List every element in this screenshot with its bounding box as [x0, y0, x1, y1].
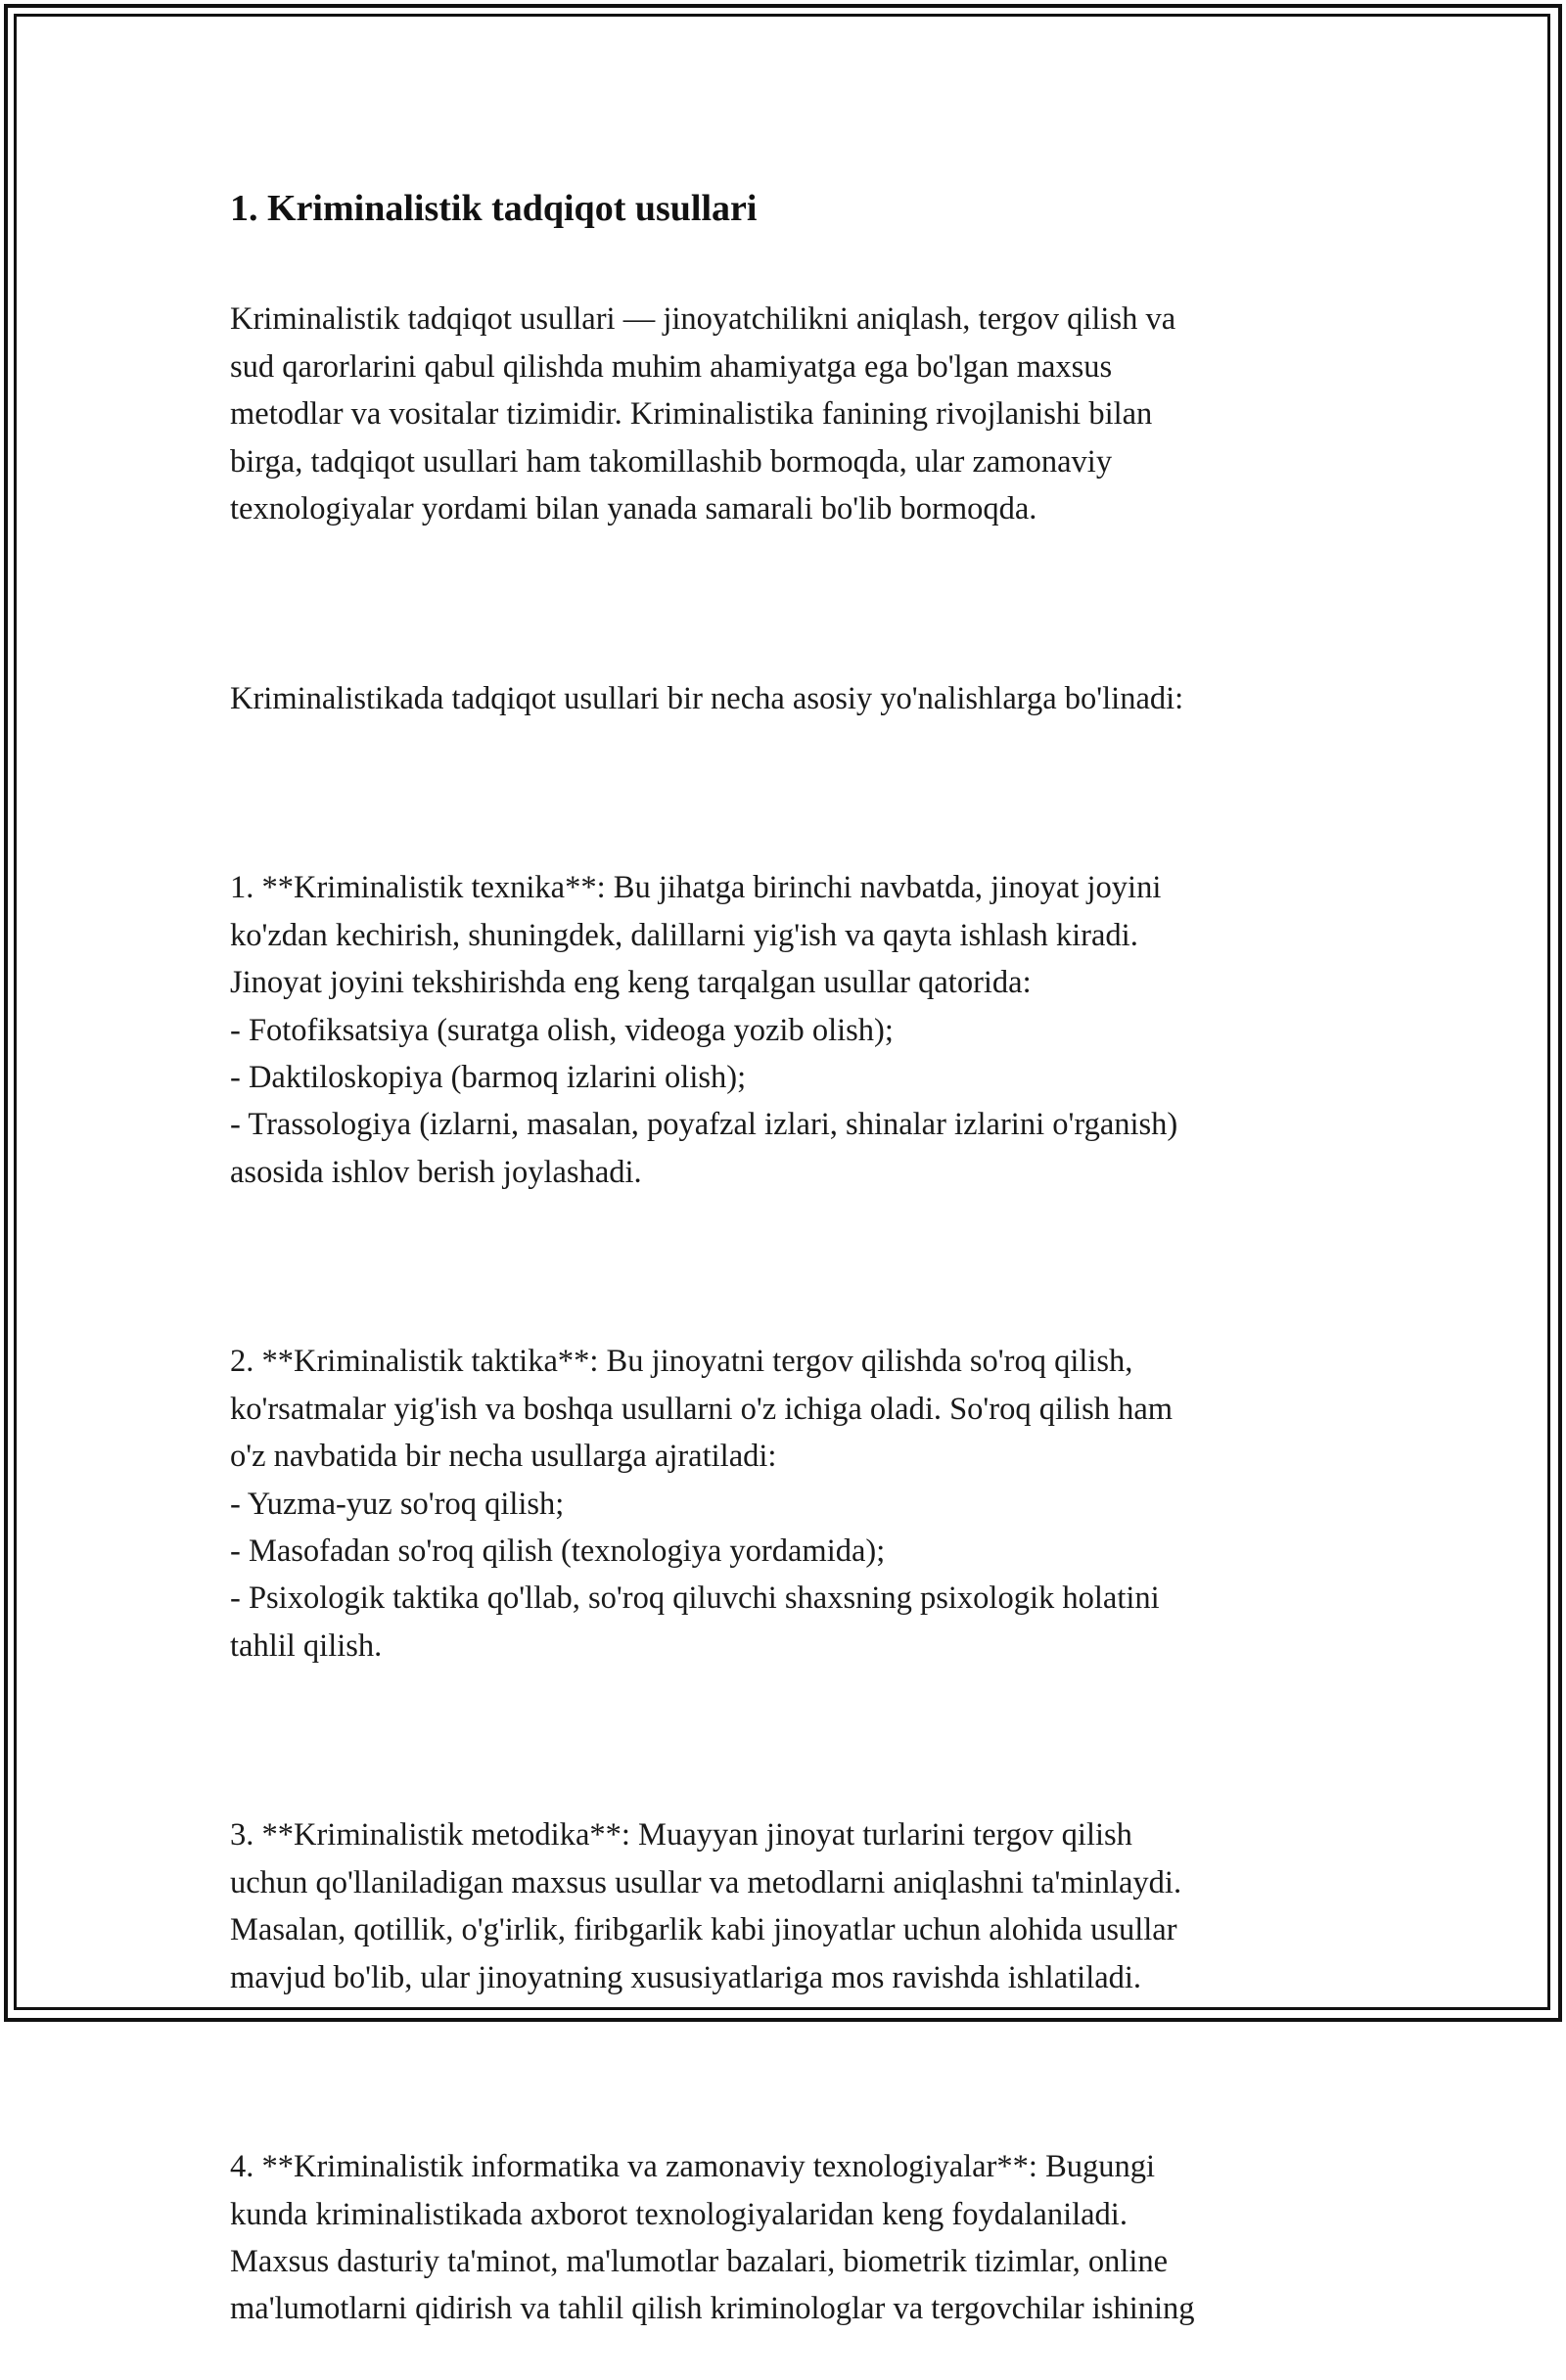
paragraph-item-3: 3. **Kriminalistik metodika**: Muayyan jinoyat turlarini tergov qilish uchun qo'llaniladigan maxsus usullar va metodlarni aniqlashni ta'minlaydi. Masalan, qotillik, o'g'irlik, firibgarlik kabi jinoyatlar uchun alohida usullar mavjud bo'lib, ular jinoyatning xususiyatlariga mos ravishda ishlatiladi.	[230, 1817, 1182, 1995]
paragraph-item-4: 4. **Kriminalistik informatika va zamonaviy texnologiyalar**: Bugungi kunda kriminalistikada axborot texnologiyalaridan keng foydalaniladi. Maxsus dasturiy ta'minot, ma'lumotlar bazalari, biometrik tizimlar, online ma'lumotlarni qidirish va tahlil qilish kriminologlar va tergovchilar ishining	[230, 2149, 1195, 2327]
paragraph-blank-2	[230, 769, 1356, 816]
paragraph-blank-4	[230, 1717, 1356, 1764]
paragraph-blank-3	[230, 1244, 1356, 1291]
paragraph-item-2: 2. **Kriminalistik taktika**: Bu jinoyatni tergov qilishda so'roq qilish, ko'rsatmalar yig'ish va boshqa usullarni o'z ichiga oladi. So'roq qilish ham o'z navbatida bir necha usullarga ajratiladi: - Yuzma-yuz so'roq qilish; - Masofadan so'roq qilish (texnologiya yordamida); - Psixologik taktika qo'llab, so'roq qiluvchi shaxsning psixologik holatini tahlil qilish.	[230, 1344, 1174, 1664]
paragraph-blank-5	[230, 2048, 1356, 2095]
document-text	[230, 249, 1356, 2380]
paragraph-directions: Kriminalistikada tadqiqot usullari bir necha asosiy yo'nalishlarga bo'linadi:	[230, 680, 1184, 716]
section-heading: 1. Kriminalistik tadqiqot usullari	[230, 188, 758, 229]
document-body	[230, 182, 1356, 2380]
paragraph-blank-1	[230, 580, 1356, 627]
paragraph-intro: Kriminalistik tadqiqot usullari — jinoyatchilikni aniqlash, tergov qilish va sud qarorlarini qabul qilishda muhim ahamiyatga ega bo'lgan maxsus metodlar va vositalar tizimidir. Kriminalistika fanining rivojlanishi bilan birga, tadqiqot usullari ham takomillashib bormoqda, ular zamonaviy texnologiyalar yordami bilan yanada samarali bo'lib bormoqda.	[230, 301, 1176, 527]
paragraph-item-1: 1. **Kriminalistik texnika**: Bu jihatga birinchi navbatda, jinoyat joyini ko'zdan kechirish, shuningdek, dalillarni yig'ish va qayta ishlash kiradi. Jinoyat joyini tekshirishda eng keng tarqalgan usullar qatorida: - Fotofiksatsiya (suratga olish, videoga yozib olish); - Daktiloskopiya (barmoq izlarini olish); - Trassologiya (izlarni, masalan, poyafzal izlari, shinalar izlarini o'rganish) asosida ishlov berish joylashadi.	[230, 870, 1178, 1190]
